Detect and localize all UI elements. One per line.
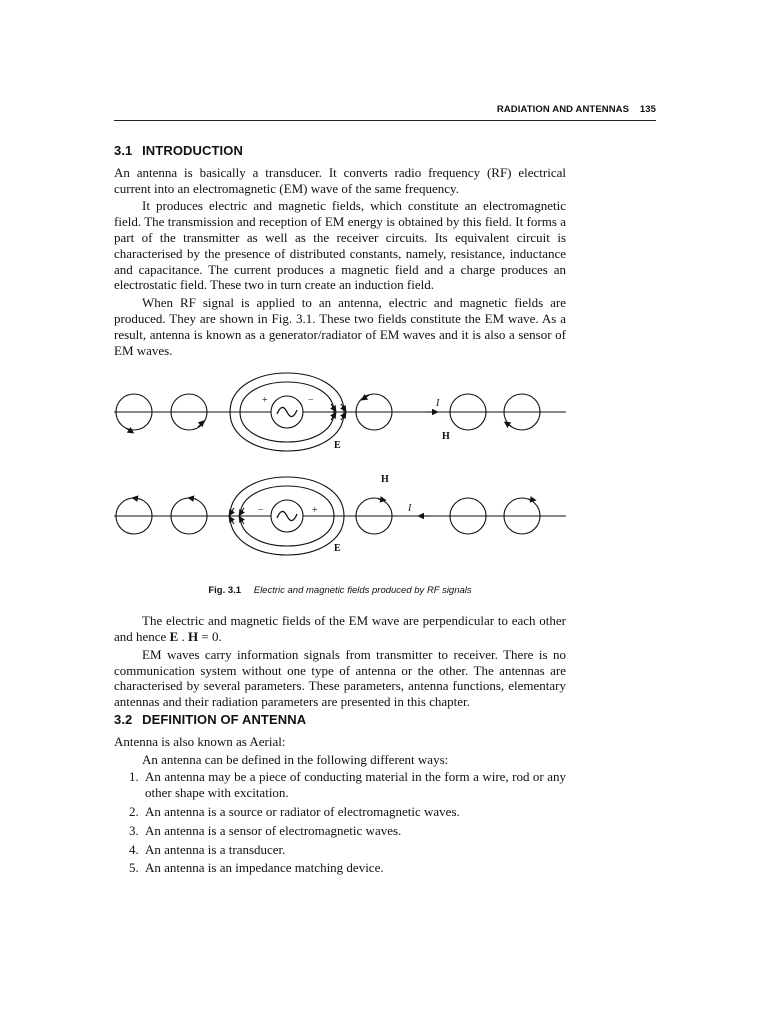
section-number: 3.2 xyxy=(114,711,133,727)
section-title: DEFINITION OF ANTENNA xyxy=(142,711,307,727)
bottom-h-label: H xyxy=(381,474,389,486)
top-plus-label: + xyxy=(262,395,268,407)
top-h-label: H xyxy=(442,431,450,443)
definition-lead: An antenna can be defined in the following different ways: xyxy=(142,751,449,767)
top-minus-label: − xyxy=(308,395,314,407)
intro-paragraph-1: An antenna is basically a transducer. It converts radio frequency (RF) electrical current into an electromagnetic (EM) wave of the same frequency. xyxy=(114,164,566,196)
eq-h-vector: H xyxy=(188,628,199,644)
section-heading-definition xyxy=(114,712,566,728)
eq-e-vector: E xyxy=(169,628,179,644)
top-current-label: I xyxy=(436,398,440,410)
perpendicular-paragraph: The electric and magnetic fields of the EM wave are perpendicular to each other and hence E . H = 0. xyxy=(114,613,566,644)
definition-intro: Antenna is also known as Aerial: xyxy=(114,733,286,749)
bottom-plus-label: + xyxy=(312,505,318,517)
figure-label: Fig. 3.1 xyxy=(208,585,242,597)
section-number: 3.1 xyxy=(114,143,133,158)
bottom-current-label: I xyxy=(408,503,412,515)
intro-paragraph-3: When RF signal is applied to an antenna, electric and magnetic fields are produced. They are shown in Fig. 3.1. These two fields constitute the EM wave. As a result, antenna is known as a generator/radiator of EM waves and it is also a sensor of EM waves. xyxy=(114,295,566,358)
figure-caption-text: Electric and magnetic fields produced by RF signals xyxy=(253,585,472,597)
list-item: 5. An antenna is an impedance matching device. xyxy=(142,860,566,876)
section-title: INTRODUCTION xyxy=(142,143,243,158)
header-rule xyxy=(114,120,656,121)
running-head xyxy=(114,104,656,115)
intro-paragraph-2: It produces electric and magnetic fields, which constitute an electromagnetic field. The transmission and reception of EM energy is obtained by this field. It forms a part of the transmitter as well as the receiver circuits. Its equivalent circuit is characterised by the presence of distributed constants, namely, resistance, inductance and capacitance. The current produces a magnetic field and a charge produces an electrostatic field. These two in turn create an induction field. xyxy=(114,198,566,293)
figure-3-1 xyxy=(114,364,566,579)
bottom-minus-label: − xyxy=(258,505,264,517)
figure-caption xyxy=(114,583,566,599)
page-number: 135 xyxy=(639,104,656,115)
section-heading-introduction xyxy=(114,143,566,159)
page-body xyxy=(114,143,566,879)
list-item: 3. An antenna is a sensor of electromagnetic waves. xyxy=(142,823,566,839)
list-item: 1. An antenna may be a piece of conducting material in the form a wire, rod or any other shape with excitation. xyxy=(142,769,566,801)
field-diagram xyxy=(108,364,572,579)
running-title: RADIATION AND ANTENNAS xyxy=(496,104,630,115)
list-item: 4. An antenna is a transducer. xyxy=(142,842,566,858)
definition-list xyxy=(114,769,566,876)
top-e-label: E xyxy=(334,440,341,452)
bottom-e-label: E xyxy=(334,543,341,555)
list-item: 2. An antenna is a source or radiator of electromagnetic waves. xyxy=(142,804,566,820)
em-waves-paragraph: EM waves carry information signals from transmitter to receiver. There is no communication system without one type of antenna or the other. The antennas are characterised by several parameters. These parameters, antenna functions, elementary antennas and their radiation parameters are presented in this chapter. xyxy=(114,646,566,710)
